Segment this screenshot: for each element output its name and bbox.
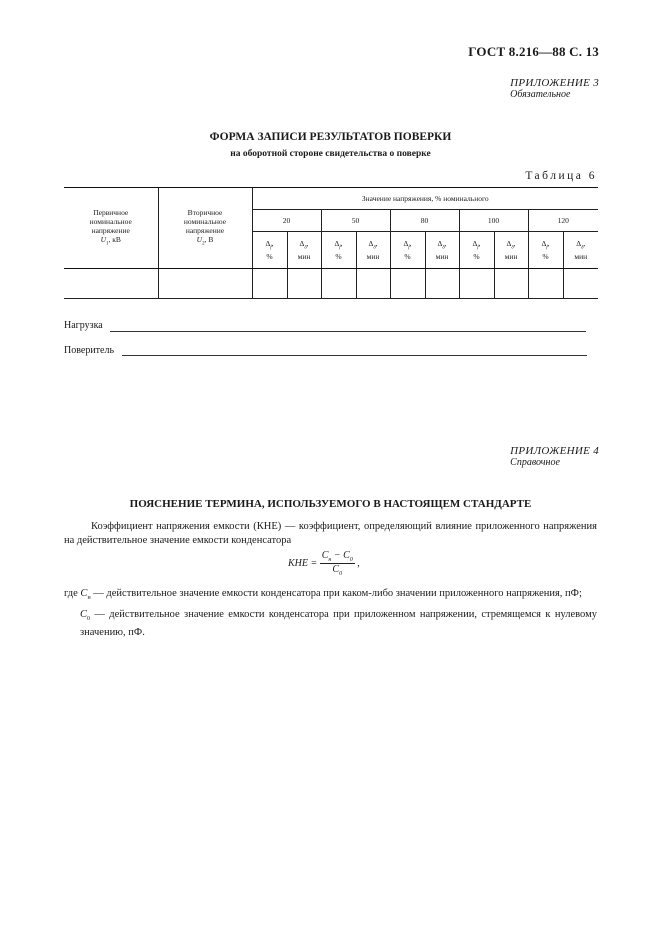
data-cell[interactable] xyxy=(563,269,598,298)
subheader-delta-d: $\Delta_\delta$, мин xyxy=(494,232,528,269)
col1-line1: Первичное xyxy=(93,207,129,217)
subheader-delta-d: $\Delta_\delta$, мин xyxy=(356,232,390,269)
col1-line2: номинальное xyxy=(89,216,132,226)
data-cell[interactable] xyxy=(64,269,158,298)
verifier-line[interactable] xyxy=(122,355,587,356)
load-line[interactable] xyxy=(110,331,586,332)
form-title: ФОРМА ЗАПИСИ РЕЗУЛЬТАТОВ ПОВЕРКИ xyxy=(209,131,452,143)
data-cell[interactable] xyxy=(425,269,459,298)
level-120: 120 xyxy=(528,210,598,232)
appendix-4-title: ПРИЛОЖЕНИЕ 4 xyxy=(510,445,599,457)
explanation-paragraph: Коэффициент напряжения емкости (КНЕ) — коэффициент, определяющий влияние приложенного напряжения на действительное значение емкости конденсатора xyxy=(64,521,597,546)
formula-tail: , xyxy=(357,558,360,569)
formula-numerator: $C_н - C_0$ xyxy=(321,550,353,563)
data-cell[interactable] xyxy=(459,269,494,298)
col2-line1: Вторичное xyxy=(187,207,223,217)
col1-line4: $U_1$, кВ xyxy=(100,234,121,247)
explanation-title: ПОЯСНЕНИЕ ТЕРМИНА, ИСПОЛЬЗУЕМОГО В НАСТОЯЩЕМ СТАНДАРТЕ xyxy=(129,498,532,510)
subheader-delta-f: $\Delta_f$, % xyxy=(252,232,287,269)
col1-line3: напряжение xyxy=(91,225,130,235)
appendix-3-label xyxy=(510,77,599,100)
formula-fraction xyxy=(320,550,355,577)
level-80: 80 xyxy=(390,210,459,232)
formula xyxy=(288,550,360,577)
col2-line4: $U_2$, В xyxy=(196,234,214,247)
data-cell[interactable] xyxy=(528,269,563,298)
form-subtitle: на оборотной стороне свидетельства о поверке xyxy=(230,149,431,159)
level-100: 100 xyxy=(459,210,528,232)
where-1-text: — действительное значение емкости конденсатора при каком-либо значении приложенного напряжения, пФ; xyxy=(90,588,582,599)
verifier-label: Поверитель xyxy=(64,345,115,356)
data-cell[interactable] xyxy=(252,269,287,298)
page-header: ГОСТ 8.216—88 С. 13 xyxy=(468,44,599,59)
where-1: где $C_н$ — действительное значение емкости конденсатора при каком-либо значении приложенного напряжения, пФ; xyxy=(64,588,582,602)
data-cell[interactable] xyxy=(356,269,390,298)
data-cell[interactable] xyxy=(287,269,321,298)
table-number: Таблица 6 xyxy=(525,170,597,182)
subheader-delta-f: $\Delta_f$, % xyxy=(390,232,425,269)
col-primary-voltage xyxy=(64,188,158,269)
appendix-3-title: ПРИЛОЖЕНИЕ 3 xyxy=(510,77,599,89)
appendix-4-subtitle: Справочное xyxy=(510,457,560,468)
level-20: 20 xyxy=(252,210,321,232)
subheader-delta-d: $\Delta_\delta$, мин xyxy=(563,232,598,269)
data-cell[interactable] xyxy=(390,269,425,298)
where-2-text: — действительное значение емкости конденсатора при приложенном напряжении, стремящемся к нулевому значению, пФ. xyxy=(80,609,597,639)
appendix-3-subtitle: Обязательное xyxy=(510,89,571,100)
load-label: Нагрузка xyxy=(64,320,103,331)
subheader-delta-f: $\Delta_f$, % xyxy=(459,232,494,269)
data-cell[interactable] xyxy=(158,269,252,298)
formula-denominator: $C_0$ xyxy=(332,564,343,577)
formula-lhs: КНЕ = xyxy=(288,558,318,569)
voltage-group-header: Значение напряжения, % номинального xyxy=(252,188,598,210)
data-cell[interactable] xyxy=(494,269,528,298)
data-cell[interactable] xyxy=(321,269,356,298)
col2-line2: номинальное xyxy=(183,216,227,226)
appendix-4-label xyxy=(510,445,599,468)
col2-line3: напряжение xyxy=(185,225,225,235)
subheader-delta-d: $\Delta_\delta$, мин xyxy=(287,232,321,269)
col-secondary-voltage xyxy=(158,188,252,269)
subheader-delta-f: $\Delta_f$, % xyxy=(528,232,563,269)
results-table xyxy=(64,187,598,299)
subheader-delta-f: $\Delta_f$, % xyxy=(321,232,356,269)
where-prefix: где xyxy=(64,588,78,599)
level-50: 50 xyxy=(321,210,390,232)
subheader-delta-d: $\Delta_\delta$, мин xyxy=(425,232,459,269)
where-2: $C_0$ — действительное значение емкости конденсатора при приложенном напряжении, стремящемся к нулевому значению, пФ. xyxy=(80,609,597,639)
